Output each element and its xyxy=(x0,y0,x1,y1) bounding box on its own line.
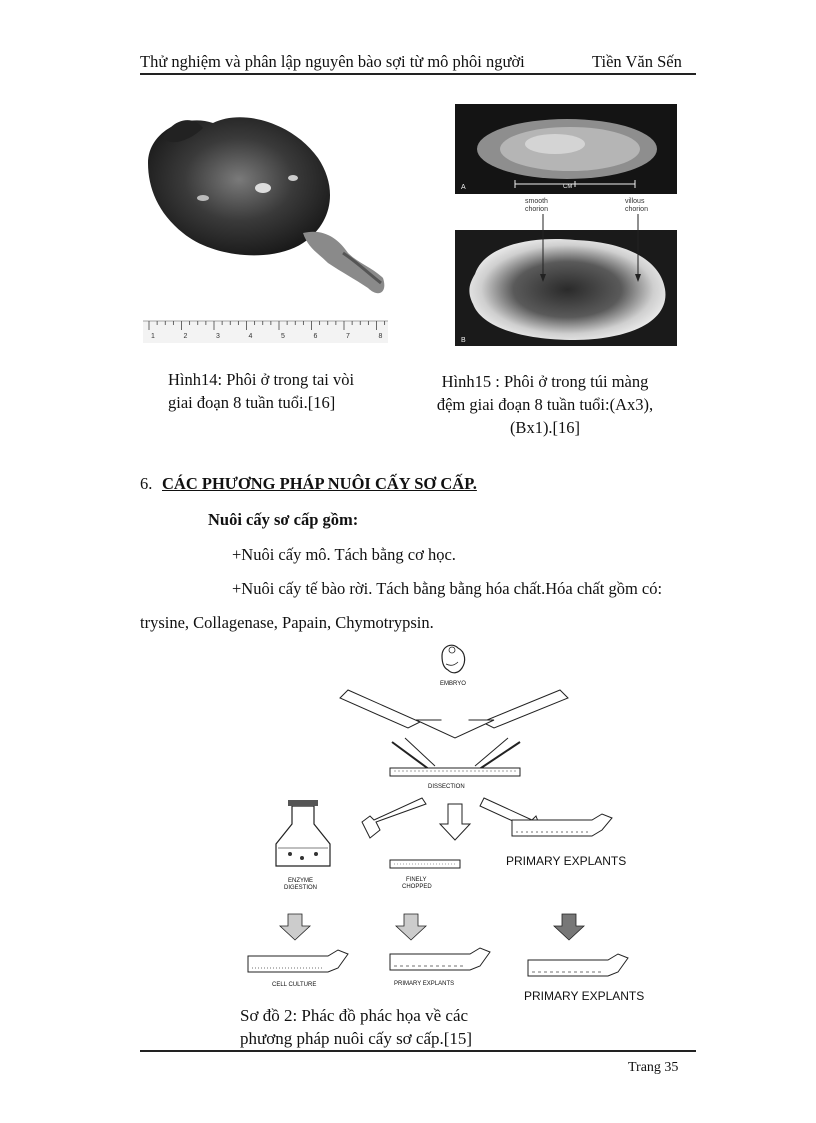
dissection-label: DISSECTION xyxy=(428,784,465,790)
figure-14-caption xyxy=(168,368,354,414)
figure-15-chorion-photo xyxy=(455,104,680,346)
header-author: Tiền Văn Sến xyxy=(592,52,682,71)
primary-culture-diagram xyxy=(230,638,680,1004)
section-title: CÁC PHƯƠNG PHÁP NUÔI CẤY SƠ CẤP. xyxy=(162,474,477,493)
list-item-2-continued: trysine, Collagenase, Papain, Chymotrypsin. xyxy=(140,613,434,632)
embryo-label: EMBRYO xyxy=(440,681,466,687)
smooth-label-2: chorion xyxy=(525,206,548,213)
list-item-1: +Nuôi cấy mô. Tách bằng cơ học. xyxy=(232,545,456,564)
diagram-caption-line2: phương pháp nuôi cấy sơ cấp.[15] xyxy=(240,1029,473,1048)
villous-label-2: chorion xyxy=(625,206,648,213)
diagram-caption xyxy=(240,1004,472,1050)
embryo-icon xyxy=(442,645,465,673)
cell-culture-flask-icon xyxy=(248,950,348,972)
section-subtitle: Nuôi cấy sơ cấp gồm: xyxy=(208,510,359,529)
ruler-label: 3 xyxy=(216,333,220,340)
list-item-2: +Nuôi cấy tế bào rời. Tách bằng bằng hóa chất.Hóa chất gồm có: xyxy=(232,579,663,598)
down-arrow-icon xyxy=(280,914,584,940)
scale-label: CM xyxy=(563,184,573,190)
villous-label-1: villous xyxy=(625,198,645,205)
page-number: Trang 35 xyxy=(628,1060,679,1075)
finely-label-1: FINELY xyxy=(406,877,427,883)
converge-arrow-icon xyxy=(340,690,568,738)
ruler-label: 8 xyxy=(378,333,383,340)
ruler-label: 1 xyxy=(151,333,155,340)
primary-explants-small-label: PRIMARY EXPLANTS xyxy=(394,981,455,987)
dissection-tools-icon xyxy=(390,738,520,776)
ruler-label: 7 xyxy=(346,333,350,340)
figure-15-caption-line3: (Bx1).[16] xyxy=(509,418,581,437)
header-rule xyxy=(140,73,696,75)
header-title: Thử nghiệm và phân lập nguyên bào sợi từ mô phôi người xyxy=(140,52,525,71)
ruler-label: 6 xyxy=(313,333,318,340)
section-number: 6. xyxy=(140,474,153,493)
finely-label-2: CHOPPED xyxy=(402,884,432,890)
chopped-dish-icon xyxy=(390,860,460,868)
primary-explants-bottom-label: PRIMARY EXPLANTS xyxy=(524,989,645,1003)
figure-15-caption-line1: Hình15 : Phôi ở trong túi màng xyxy=(441,372,649,391)
figure-15-caption xyxy=(420,370,670,439)
panel-b-label: B xyxy=(461,337,466,344)
smooth-label-1: smooth xyxy=(525,198,548,205)
figure-15-caption-line2: đệm giai đoạn 8 tuần tuổi:(Ax3), xyxy=(436,395,654,414)
explant-flask-bottom-icon xyxy=(528,954,628,976)
diagram-caption-line1: Sơ đồ 2: Phác đồ phác họa về các xyxy=(240,1006,469,1025)
panel-a-label: A xyxy=(461,184,466,191)
cell-culture-label: CELL CULTURE xyxy=(272,982,317,988)
primary-explants-right-label: PRIMARY EXPLANTS xyxy=(506,854,627,868)
figure-14-caption-line1: Hình14: Phôi ở trong tai vòi xyxy=(168,370,355,389)
enzyme-flask-icon xyxy=(276,800,330,866)
enzyme-label-2: DIGESTION xyxy=(284,885,318,891)
ruler-label: 5 xyxy=(281,333,285,340)
figure-14-embryo-photo xyxy=(143,103,393,348)
enzyme-label-1: ENZYME xyxy=(288,878,314,884)
figure-14-caption-line2: giai đoạn 8 tuần tuổi.[16] xyxy=(168,393,336,412)
footer-rule xyxy=(140,1050,696,1052)
explant-flask-small-icon xyxy=(390,948,490,970)
ruler-label: 2 xyxy=(183,333,188,340)
ruler-label: 4 xyxy=(248,333,253,340)
